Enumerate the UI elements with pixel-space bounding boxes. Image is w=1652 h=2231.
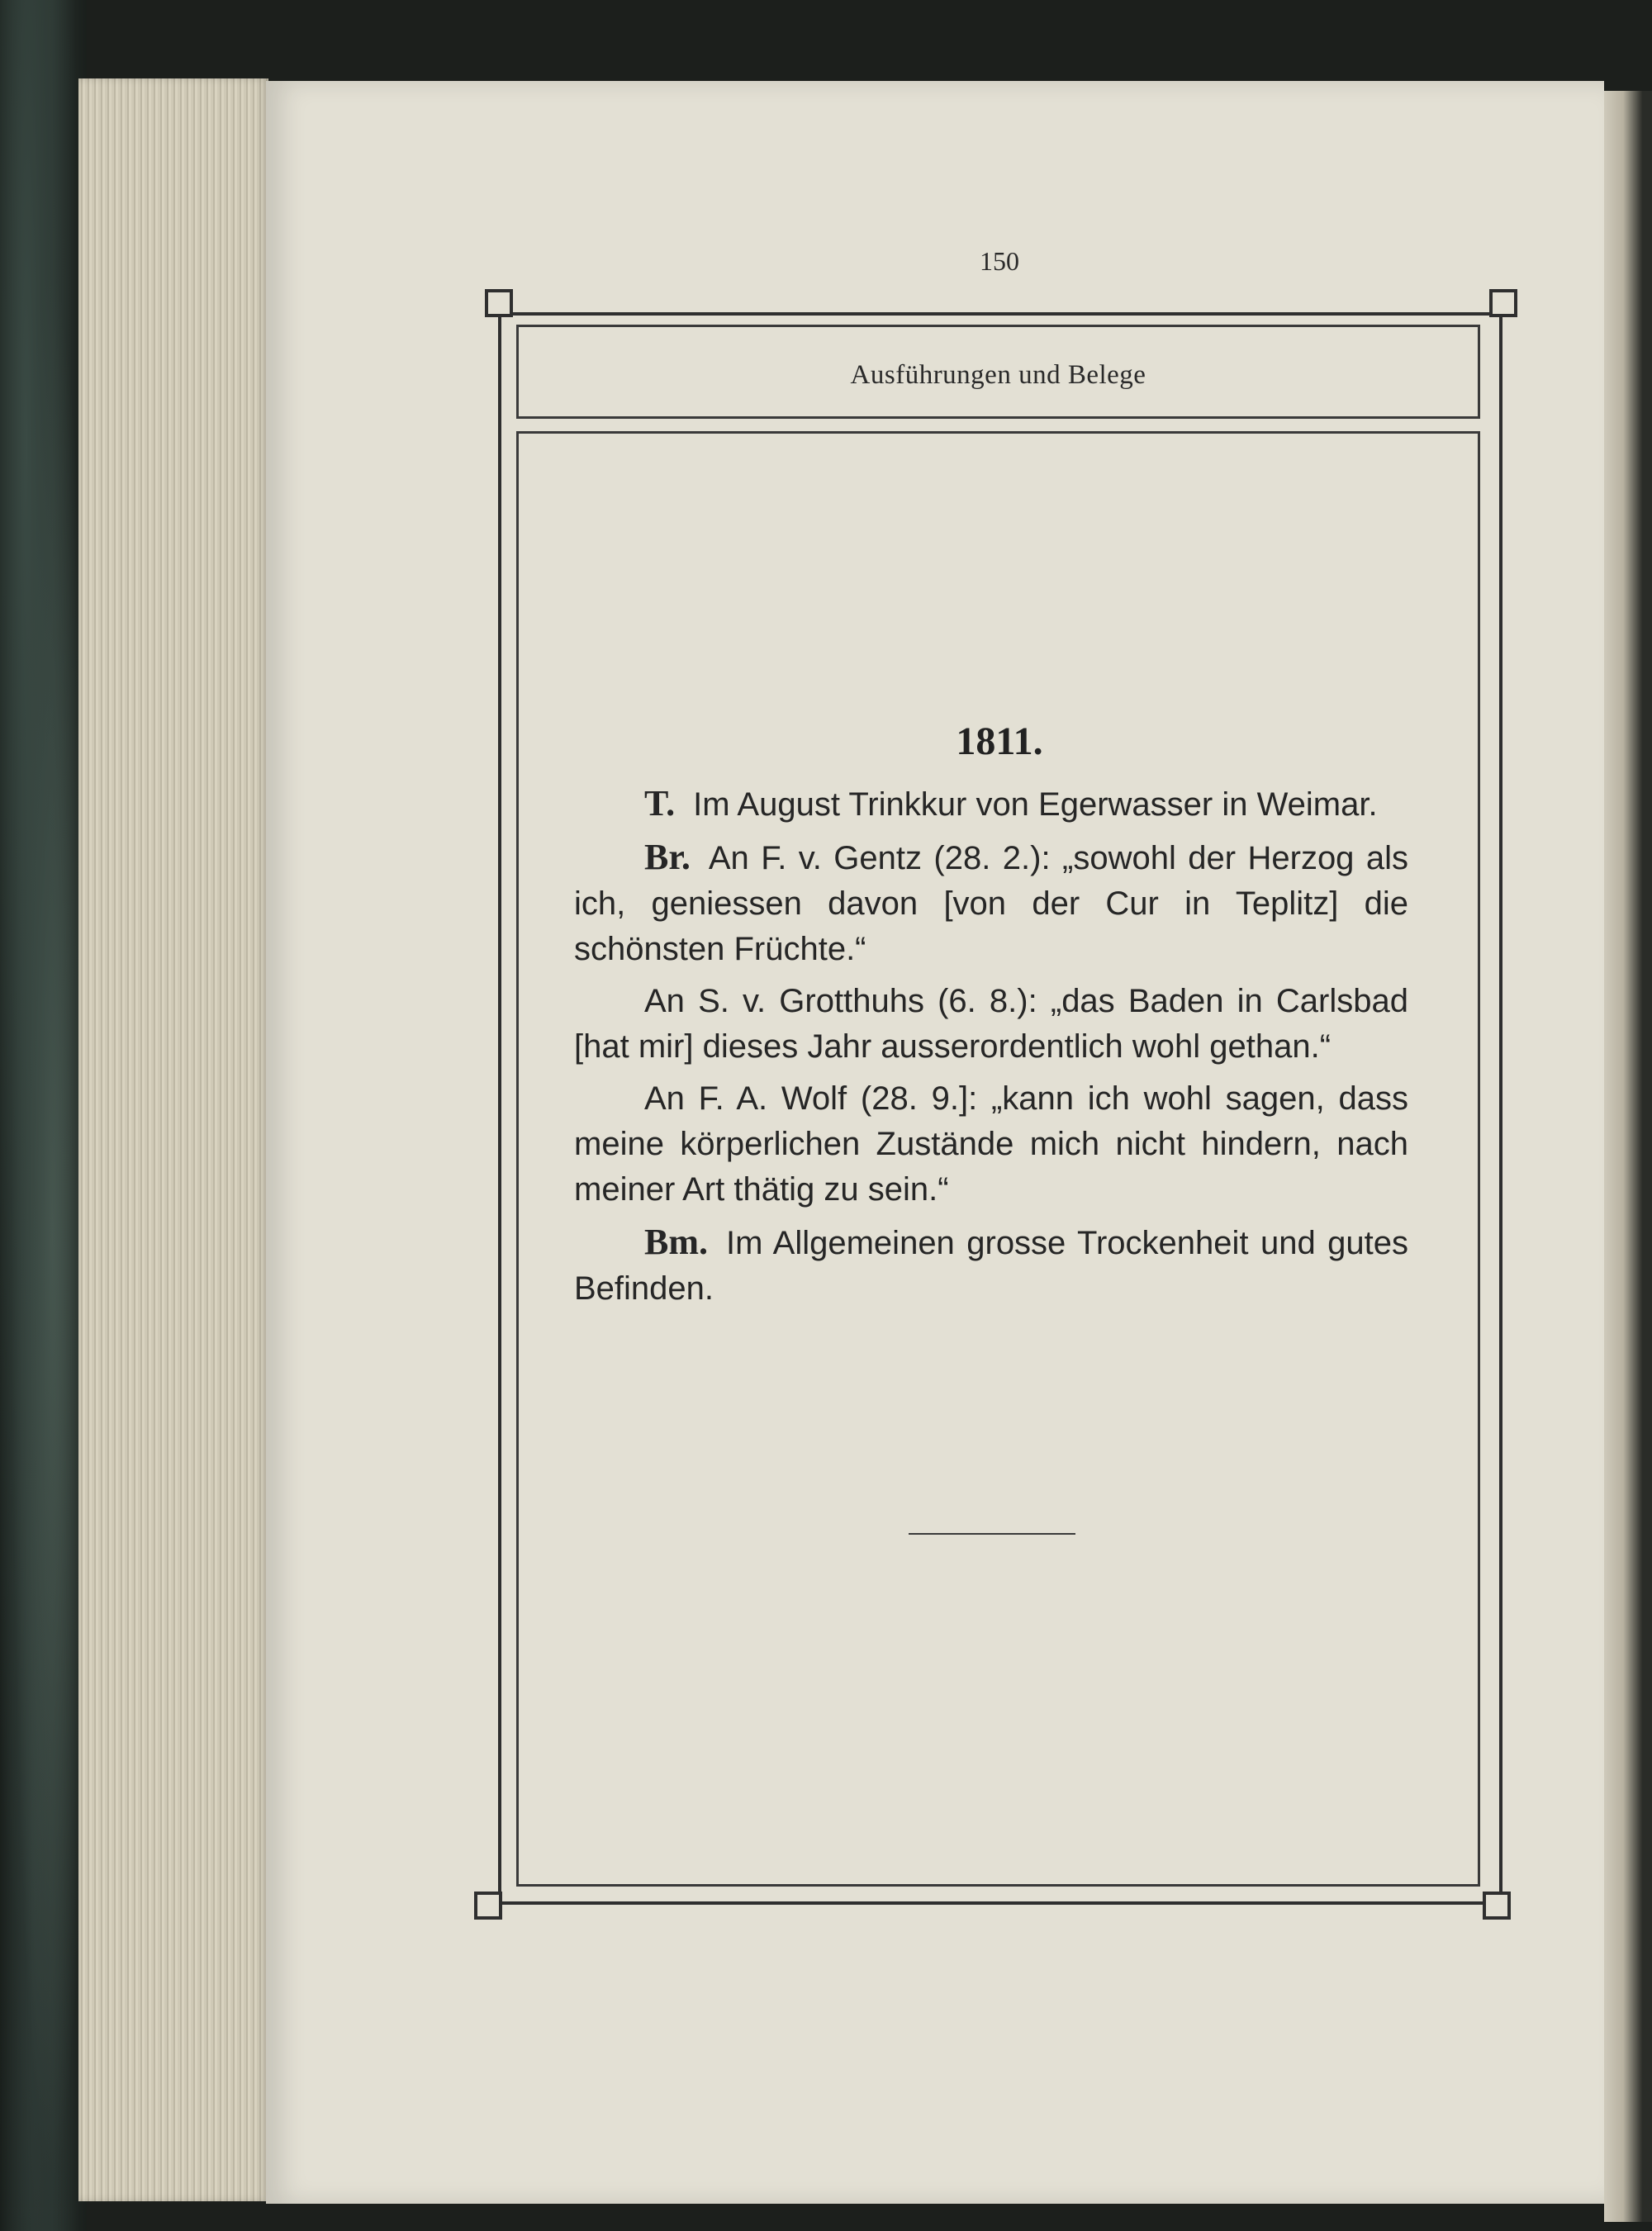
paragraph-text: Im August Trinkkur von Egerwasser in Weimar.: [693, 786, 1378, 823]
paragraph-bm: [574, 1219, 1408, 1312]
paragraph-text: An F. A. Wolf (28. 9.]: „kann ich wohl sagen, dass meine körperlichen Zustände mich nicht hindern, nach meiner Art thätig zu sein.“: [574, 1080, 1408, 1208]
paragraph-t: [574, 781, 1408, 828]
frame-corner-top-right: [1489, 289, 1517, 317]
paragraph-wolf: [574, 1076, 1408, 1213]
page-number: 150: [980, 246, 1019, 276]
paragraph-abbr: Br.: [644, 837, 691, 877]
page-edges: [78, 78, 268, 2201]
paragraph-abbr: T.: [644, 783, 676, 824]
frame-corner-top-left: [485, 289, 513, 317]
frame-corner-bottom-left: [474, 1892, 502, 1920]
paragraph-br: [574, 834, 1408, 972]
body-text: [574, 781, 1408, 1312]
paragraph-abbr: Bm.: [644, 1222, 708, 1262]
paragraph-text: An F. v. Gentz (28. 2.): „sowohl der Herzog als ich, geniessen davon [von der Cur in Teplitz] die schönsten Früchte.“: [574, 840, 1408, 967]
section-end-rule: [909, 1533, 1075, 1535]
paragraph-text: Im Allgemeinen grosse Trockenheit und gutes Befinden.: [574, 1225, 1408, 1307]
book-cover-right: [1604, 91, 1652, 2222]
frame-corner-bottom-right: [1483, 1892, 1511, 1920]
header-title: Ausführungen und Belege: [850, 360, 1146, 390]
paragraph-grotthuhs: [574, 979, 1408, 1070]
paragraph-text: An S. v. Grotthuhs (6. 8.): „das Baden in Carlsbad [hat mir] dieses Jahr ausserordentlich wohl gethan.“: [574, 983, 1408, 1065]
book-cover-left: [0, 0, 87, 2231]
header-box: [516, 325, 1480, 419]
year-heading: 1811.: [956, 719, 1043, 763]
